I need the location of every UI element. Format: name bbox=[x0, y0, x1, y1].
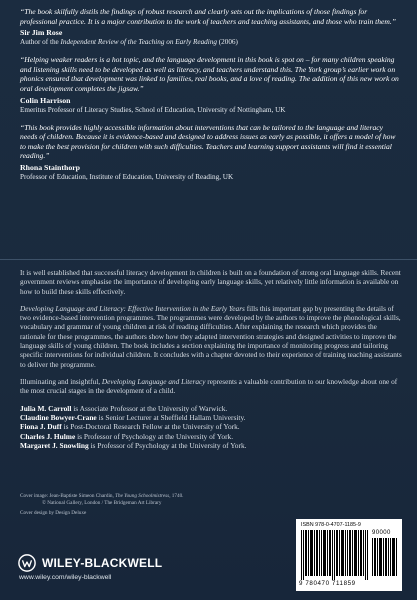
author-desc: is Professor of Psychology at the University of York. bbox=[75, 431, 234, 441]
author-name: Claudine Bowyer-Crane bbox=[20, 412, 97, 422]
endorser-role-title: Independent Review of the Teaching on Early Reading bbox=[60, 38, 217, 47]
author-name: Margaret J. Snowling bbox=[20, 441, 89, 451]
price-barcode-icon bbox=[372, 538, 398, 576]
barcode-digits: 9 780470 711859 bbox=[299, 580, 356, 587]
author-entry bbox=[20, 432, 402, 441]
cover-image-credit-post: , 1740. bbox=[169, 493, 184, 499]
author-desc: is Post-Doctoral Research Fellow at the University of York. bbox=[61, 422, 240, 432]
endorser-role: Emeritus Professor of Literacy Studies, School of Education, University of Nottingham, UK bbox=[20, 105, 286, 114]
blurb-paragraph-3 bbox=[20, 377, 402, 396]
barcode-icon bbox=[301, 530, 369, 580]
blurb-paragraph-3-post: represents a valuable contribution to our knowledge about one of the most crucial stages in the development of a child. bbox=[20, 376, 398, 396]
price-code: 90000 bbox=[372, 530, 391, 536]
author-entry bbox=[20, 413, 402, 422]
author-list bbox=[20, 404, 402, 451]
author-name: Julia M. Carroll bbox=[20, 403, 72, 413]
book-title-inline: Developing Language and Literacy: Effective Intervention in the Early Years bbox=[20, 303, 245, 313]
publisher-logo bbox=[18, 554, 218, 572]
endorser-role bbox=[20, 38, 402, 47]
publisher-block bbox=[18, 554, 218, 581]
author-entry bbox=[20, 404, 402, 413]
cover-design-credit: Cover design by Design Deluxe bbox=[20, 509, 87, 516]
author-name: Charles J. Hulme bbox=[20, 431, 76, 441]
cover-image-credit bbox=[20, 493, 280, 500]
endorsements bbox=[20, 7, 402, 190]
barcode-panel bbox=[296, 519, 402, 591]
blurb bbox=[20, 268, 402, 451]
cover-image-credit-pre: Cover image: Jean-Baptiste Simeon Chardin, bbox=[20, 493, 116, 499]
endorser-role-suffix: (2006) bbox=[216, 38, 238, 47]
cover-image-copyright: © National Gallery, London / The Bridgeman Art Library bbox=[42, 499, 162, 506]
endorser-name: Sir Jim Rose bbox=[20, 28, 63, 38]
book-title-short: Developing Language and Literacy bbox=[101, 376, 206, 386]
publisher-logo-icon bbox=[18, 554, 36, 572]
endorsement-text: “Helping weaker readers is a hot topic, and the language development in this book is spot on – for many children speaking and listening skills need to be developed as well as literacy, and teachers understand this. The York group’s earlier work on phonics ensured that development was linked to families, real books, and a love of reading. The addition of this new work on oral development completes the jigsaw.” bbox=[20, 55, 399, 93]
author-entry bbox=[20, 441, 402, 450]
blurb-paragraph-1: It is well established that successful literacy development in children is built on a foundation of strong oral language skills. Recent government reviews emphasise the importance of developing early language skills, yet relatively little information is available on how to build these skills effectively. bbox=[20, 268, 401, 296]
endorsement-stainthorp bbox=[20, 123, 402, 182]
author-desc: is Senior Lecturer at Sheffield Hallam University. bbox=[96, 412, 246, 422]
endorser-name: Rhona Stainthorp bbox=[20, 162, 81, 172]
divider bbox=[0, 259, 417, 260]
cover-image-title: The Young Schoolmistress bbox=[115, 493, 170, 499]
blurb-paragraph-3-pre: Illuminating and insightful, bbox=[20, 376, 102, 386]
author-entry bbox=[20, 422, 402, 431]
endorsement-rose bbox=[20, 7, 402, 47]
author-desc: is Associate Professor at the University of Warwick. bbox=[71, 403, 228, 413]
endorsement-harrison bbox=[20, 55, 402, 114]
endorser-name: Colin Harrison bbox=[20, 95, 71, 105]
endorser-role: Professor of Education, Institute of Education, University of Reading, UK bbox=[20, 172, 234, 181]
image-credits bbox=[20, 493, 280, 516]
blurb-paragraph-2-text: fills this important gap by presenting the details of two evidence-based intervention programmes. The programmes were developed by the authors to improve the phonological skills, vocabulary and grammar of young children at risk of reading difficulties. After explaining the research which provides the rationale for these programmes, the authors show how they adapted intervention strategies and designed activities to improve the language skills of young children. The book includes a section explaining the importance of monitoring progress and tailoring specific interventions for individual children. It concludes with a chapter devoted to their experience of training teaching assistants to deliver the programme. bbox=[20, 303, 402, 369]
endorsement-text: “This book provides highly accessible information about interventions that can be tailored to the language and literacy needs of children. Because it is evidence-based and designed to address issues as early as possible, it offers a model of how to make the best provision for children with such difficulties. Teachers and learning support assistants will find it essential reading.” bbox=[20, 122, 396, 161]
endorsement-text: “The book skilfully distils the findings of robust research and clearly sets out the implications of those findings for professional practice. It is a major contribution to the work of teachers and teaching assistants, and those who train them.” bbox=[20, 7, 397, 26]
author-desc: is Professor of Psychology at the University of York. bbox=[88, 441, 247, 451]
publisher-name: WILEY-BLACKWELL bbox=[42, 556, 163, 570]
endorser-role-prefix: Author of the bbox=[20, 38, 61, 47]
isbn-number: ISBN 978-0-4707-1185-9 bbox=[301, 522, 361, 528]
author-name: Fiona J. Duff bbox=[20, 422, 62, 432]
publisher-website: www.wiley.com/wiley-blackwell bbox=[19, 574, 112, 581]
blurb-paragraph-2 bbox=[20, 304, 402, 369]
